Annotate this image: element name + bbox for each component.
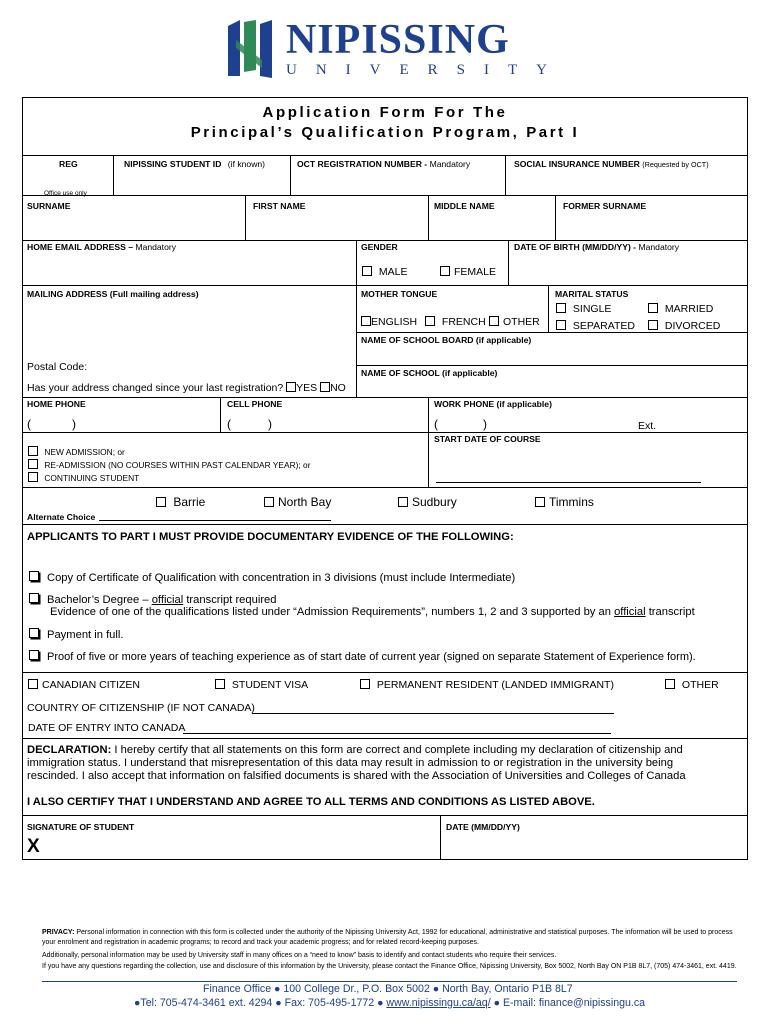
gender-label: GENDER	[361, 242, 398, 252]
logo-subtitle: UNIVERSITY	[286, 62, 566, 78]
permanent-resident-option[interactable]: PERMANENT RESIDENT (LANDED IMMIGRANT)	[360, 679, 614, 691]
cell-phone-area-close: )	[268, 417, 272, 431]
evidence-item-degree-detail: Evidence of one of the qualifications listed under “Admission Requirements”, numbers 1, 2 and 3 supported by an official transcript	[50, 606, 695, 618]
marital-status-label: MARITAL STATUS	[555, 289, 629, 299]
country-line[interactable]	[252, 713, 614, 714]
certify-statement: I ALSO CERTIFY THAT I UNDERSTAND AND AGREE TO ALL TERMS AND CONDITIONS AS LISTED ABOVE.	[27, 796, 595, 808]
address-changed-no-checkbox[interactable]	[320, 382, 330, 392]
reg-label: REG	[59, 159, 78, 169]
work-phone-area-close: )	[483, 417, 487, 431]
barrie-option[interactable]: Barrie	[156, 495, 205, 509]
male-checkbox[interactable]	[362, 266, 372, 276]
continuing-student-checkbox[interactable]	[28, 472, 38, 482]
single-option[interactable]: SINGLE	[556, 303, 611, 315]
experience-checkbox[interactable]	[29, 650, 39, 660]
new-admission-option[interactable]: NEW ADMISSION; or	[28, 446, 125, 457]
student-visa-checkbox[interactable]	[215, 679, 225, 689]
divorced-checkbox[interactable]	[648, 320, 658, 330]
signature-x-mark[interactable]: X	[27, 836, 40, 857]
new-admission-checkbox[interactable]	[28, 446, 38, 456]
divorced-option[interactable]: DIVORCED	[648, 320, 720, 332]
entry-date-line[interactable]	[183, 733, 611, 734]
separated-checkbox[interactable]	[556, 320, 566, 330]
former-surname-label: FORMER SURNAME	[563, 201, 647, 211]
readmission-option[interactable]: RE-ADMISSION (NO COURSES WITHIN PAST CALENDAR YEAR); or	[28, 459, 311, 470]
sin-label: SOCIAL INSURANCE NUMBER (Requested by OCT)	[514, 159, 709, 169]
north-bay-checkbox[interactable]	[264, 497, 274, 507]
other-tongue-checkbox[interactable]	[489, 316, 499, 326]
home-phone-area-close: )	[72, 417, 76, 431]
student-visa-option[interactable]: STUDENT VISA	[215, 679, 308, 691]
form-title-line2: Principal’s Qualification Program, Part I	[190, 124, 580, 141]
male-option[interactable]: MALE	[362, 266, 408, 278]
nipissing-n-mark-icon	[222, 16, 284, 80]
permanent-resident-checkbox[interactable]	[360, 679, 370, 689]
continuing-student-option[interactable]: CONTINUING STUDENT	[28, 472, 139, 483]
start-date-line[interactable]	[436, 482, 701, 483]
oct-number-label: OCT REGISTRATION NUMBER - Mandatory	[297, 159, 471, 169]
readmission-checkbox[interactable]	[28, 459, 38, 469]
alternate-choice-label: Alternate Choice	[27, 512, 96, 522]
evidence-item-degree: Bachelor’s Degree – official transcript required	[29, 593, 277, 606]
single-checkbox[interactable]	[556, 303, 566, 313]
female-checkbox[interactable]	[440, 266, 450, 276]
canadian-citizen-option[interactable]: CANADIAN CITIZEN	[28, 679, 140, 691]
barrie-checkbox[interactable]	[156, 497, 166, 507]
cell-phone-label: CELL PHONE	[227, 399, 283, 409]
privacy-paragraph: PRIVACY: Personal information in connection with this form is collected under the authority of the Nipissing University Act, 1992 for educational, administrative and statistical purposes. The information will be used to process your enrolment and registration in academic programs; to record and track your academic progress; and for related record-keeping purposes.	[42, 929, 733, 946]
other-tongue-option[interactable]: OTHER	[489, 316, 540, 328]
school-board-label: NAME OF SCHOOL BOARD (if applicable)	[361, 335, 532, 345]
married-checkbox[interactable]	[648, 303, 658, 313]
declaration-line3: rescinded. I also accept that information on falsified documents is shared with the Association of Universities and Colleges of Canada	[27, 770, 686, 782]
date-label: DATE (MM/DD/YY)	[446, 822, 520, 832]
footer-divider	[42, 981, 737, 982]
start-date-label: START DATE OF COURSE	[434, 434, 541, 444]
other-citizenship-checkbox[interactable]	[665, 679, 675, 689]
evidence-heading: APPLICANTS TO PART I MUST PROVIDE DOCUMENTARY EVIDENCE OF THE FOLLOWING:	[27, 531, 514, 543]
french-option[interactable]: FRENCH	[425, 316, 486, 328]
other-citizenship-option[interactable]: OTHER	[665, 679, 719, 691]
address-changed-question: Has your address changed since your last registration? YES NO	[27, 382, 346, 394]
finance-address: Finance Office ● 100 College Dr., P.O. Box 5002 ● North Bay, Ontario P1B 8L7	[203, 983, 573, 995]
certificate-checkbox[interactable]	[29, 571, 39, 581]
cell-phone-area-open: (	[227, 417, 231, 431]
english-checkbox[interactable]	[361, 316, 371, 326]
sudbury-checkbox[interactable]	[398, 497, 408, 507]
work-phone-label: WORK PHONE (if applicable)	[434, 399, 552, 409]
declaration-line2: immigration status. I understand that misrepresentation of this data may result in admission to or registration in the university being	[27, 757, 674, 769]
form-title-line1: Application Form For The	[262, 104, 508, 121]
north-bay-option[interactable]: North Bay	[264, 495, 331, 509]
sudbury-option[interactable]: Sudbury	[398, 495, 457, 509]
surname-label: SURNAME	[27, 201, 71, 211]
home-phone-label: HOME PHONE	[27, 399, 86, 409]
logo-wordmark: NIPISSING	[286, 17, 510, 63]
entry-date-label: DATE OF ENTRY INTO CANADA	[28, 722, 186, 734]
website-link[interactable]: www.nipissingu.ca/aq/	[386, 997, 491, 1009]
address-changed-yes-checkbox[interactable]	[286, 382, 296, 392]
email-label: HOME EMAIL ADDRESS – Mandatory	[27, 242, 177, 252]
school-name-label: NAME OF SCHOOL (if applicable)	[361, 368, 498, 378]
ext-label: Ext.	[638, 420, 657, 432]
first-name-label: FIRST NAME	[253, 201, 306, 211]
country-label: COUNTRY OF CITIZENSHIP (IF NOT CANADA)	[27, 702, 255, 714]
office-use-label: Office use only	[44, 190, 87, 197]
mother-tongue-label: MOTHER TONGUE	[361, 289, 438, 299]
alternate-choice-line[interactable]	[99, 520, 331, 521]
evidence-item-certificate: Copy of Certificate of Qualification with concentration in 3 divisions (must include Intermediate)	[29, 571, 515, 584]
separated-option[interactable]: SEPARATED	[556, 320, 635, 332]
degree-checkbox[interactable]	[29, 593, 39, 603]
mailing-address-label: MAILING ADDRESS (Full mailing address)	[27, 289, 199, 299]
declaration-line1: DECLARATION: I hereby certify that all statements on this form are correct and complete including my declaration of citizenship and	[27, 744, 683, 756]
signature-label: SIGNATURE OF STUDENT	[27, 822, 135, 832]
privacy-need-to-know: Additionally, personal information may be used by University staff in many offices on a “need to know” basis to identify and contact students who require their services.	[42, 952, 557, 959]
payment-checkbox[interactable]	[29, 628, 39, 638]
home-phone-area-open: (	[27, 417, 31, 431]
timmins-checkbox[interactable]	[535, 497, 545, 507]
timmins-option[interactable]: Timmins	[535, 495, 594, 509]
female-option[interactable]: FEMALE	[440, 266, 496, 278]
married-option[interactable]: MARRIED	[648, 303, 713, 315]
finance-contact-line: ●Tel: 705-474-3461 ext. 4294 ● Fax: 705-495-1772 ● www.nipissingu.ca/aq/ ● E-mail: finance@nipissingu.ca	[134, 997, 646, 1009]
student-id-label: NIPISSING STUDENT ID (if known)	[124, 159, 266, 169]
french-checkbox[interactable]	[425, 316, 435, 326]
evidence-item-payment: Payment in full.	[29, 628, 123, 641]
work-phone-area-open: (	[434, 417, 438, 431]
middle-name-label: MIDDLE NAME	[434, 201, 495, 211]
privacy-contact: If you have any questions regarding the collection, use and disclosure of this information by the University, please contact the Finance Office, Nipissing University, Box 5002, North Bay ON P1B 8L7, (705) 474-3461, ext. 4419.	[42, 963, 737, 970]
dob-label: DATE OF BIRTH (MM/DD/YY) - Mandatory	[514, 242, 680, 252]
english-option[interactable]: ENGLISH	[361, 316, 417, 328]
canadian-citizen-checkbox[interactable]	[28, 679, 38, 689]
postal-code-label: Postal Code:	[27, 361, 88, 373]
evidence-item-experience: Proof of five or more years of teaching experience as of start date of current year (signed on separate Statement of Experience form).	[29, 650, 696, 663]
